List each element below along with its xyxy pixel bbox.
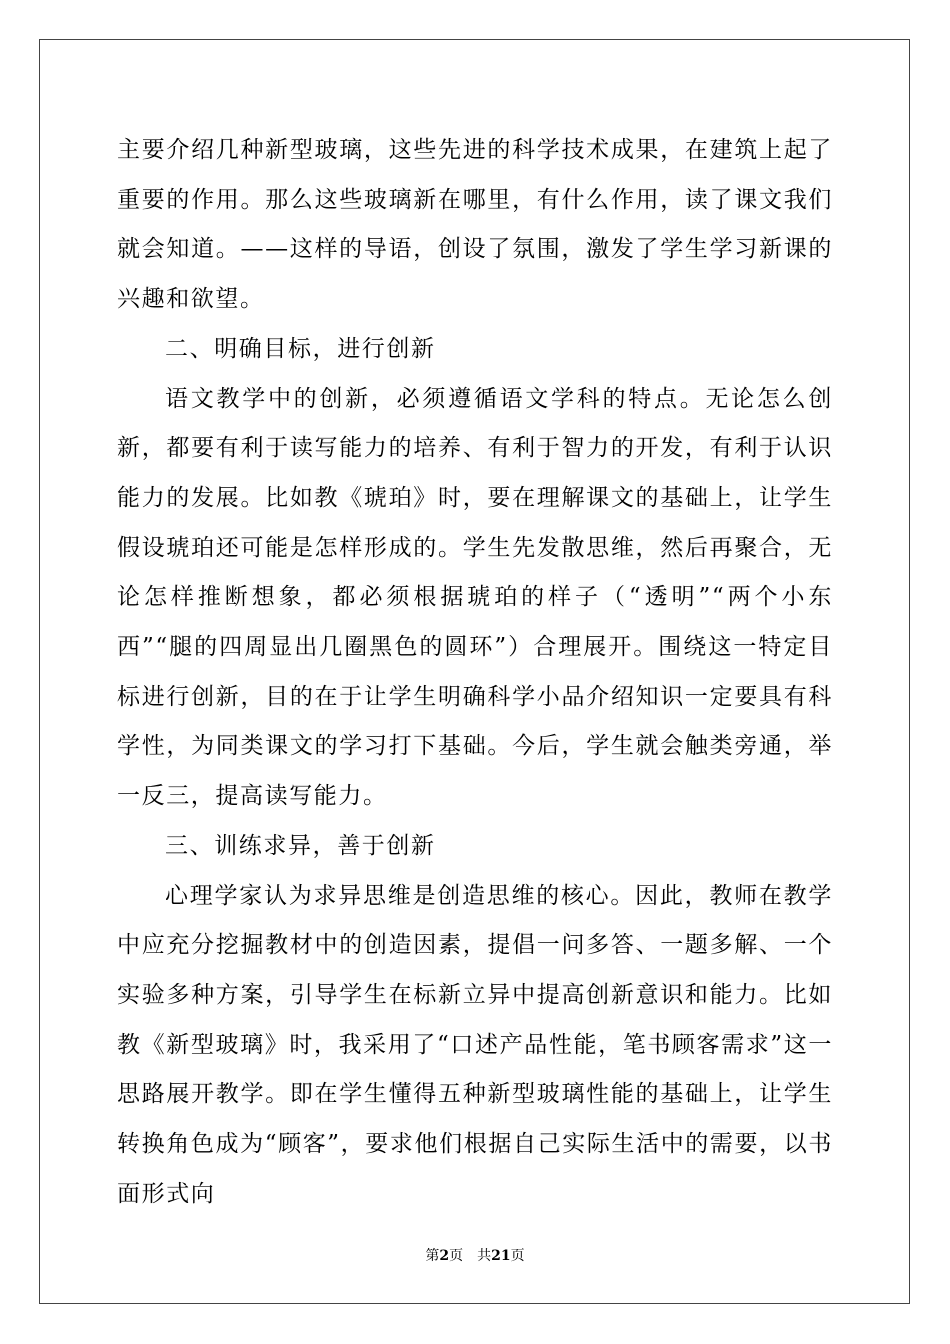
paragraph-section-2: 语文教学中的创新，必须遵循语文学科的特点。无论怎么创新，都要有利于读写能力的培养、有利于智力的开发，有利于认识能力的发展。比如教《琥珀》时，要在理解课文的基础上，让学生假设琥珀还可能是怎样形成的。学生先发散思维，然后再聚合，无论怎样推断想象，都必须根据琥珀的样子（“透明”“两个小东西”“腿的四周显出几圈黑色的圆环”）合理展开。围绕这一特定目标进行创新，目的在于让学生明确科学小品介绍知识一定要具有科学性，为同类课文的学习打下基础。今后，学生就会触类旁通，举一反三，提高读写能力。 (117, 385, 833, 810)
page-number: 2 (439, 1248, 450, 1264)
page-footer (0, 1246, 950, 1266)
section-heading-2: 二、明确目标，进行创新 (165, 335, 436, 362)
paragraph-section-3: 心理学家认为求异思维是创造思维的核心。因此，教师在教学中应充分挖掘教材中的创造因素，提倡一问多答、一题多解、一个实验多种方案，引导学生在标新立异中提高创新意识和能力。比如教《新型玻璃》时，我采用了“口述产品性能，笔书顾客需求”这一思路展开教学。即在学生懂得五种新型玻璃性能的基础上，让学生转换角色成为“顾客”，要求他们根据自己实际生活中的需要，以书面形式向 (117, 882, 833, 1207)
page-suffix: 页 (449, 1248, 464, 1264)
section-heading-3: 三、训练求异，善于创新 (165, 832, 436, 859)
page-prefix: 第 (425, 1248, 440, 1264)
total-pages: 21 (491, 1248, 511, 1264)
total-suffix: 页 (510, 1248, 525, 1264)
document-body (117, 126, 833, 1219)
total-prefix: 共 (477, 1248, 492, 1264)
paragraph-intro-continued: 主要介绍几种新型玻璃，这些先进的科学技术成果，在建筑上起了重要的作用。那么这些玻璃新在哪里，有什么作用，读了课文我们就会知道。——这样的导语，创设了氛围，激发了学生学习新课的兴趣和欲望。 (117, 137, 833, 313)
